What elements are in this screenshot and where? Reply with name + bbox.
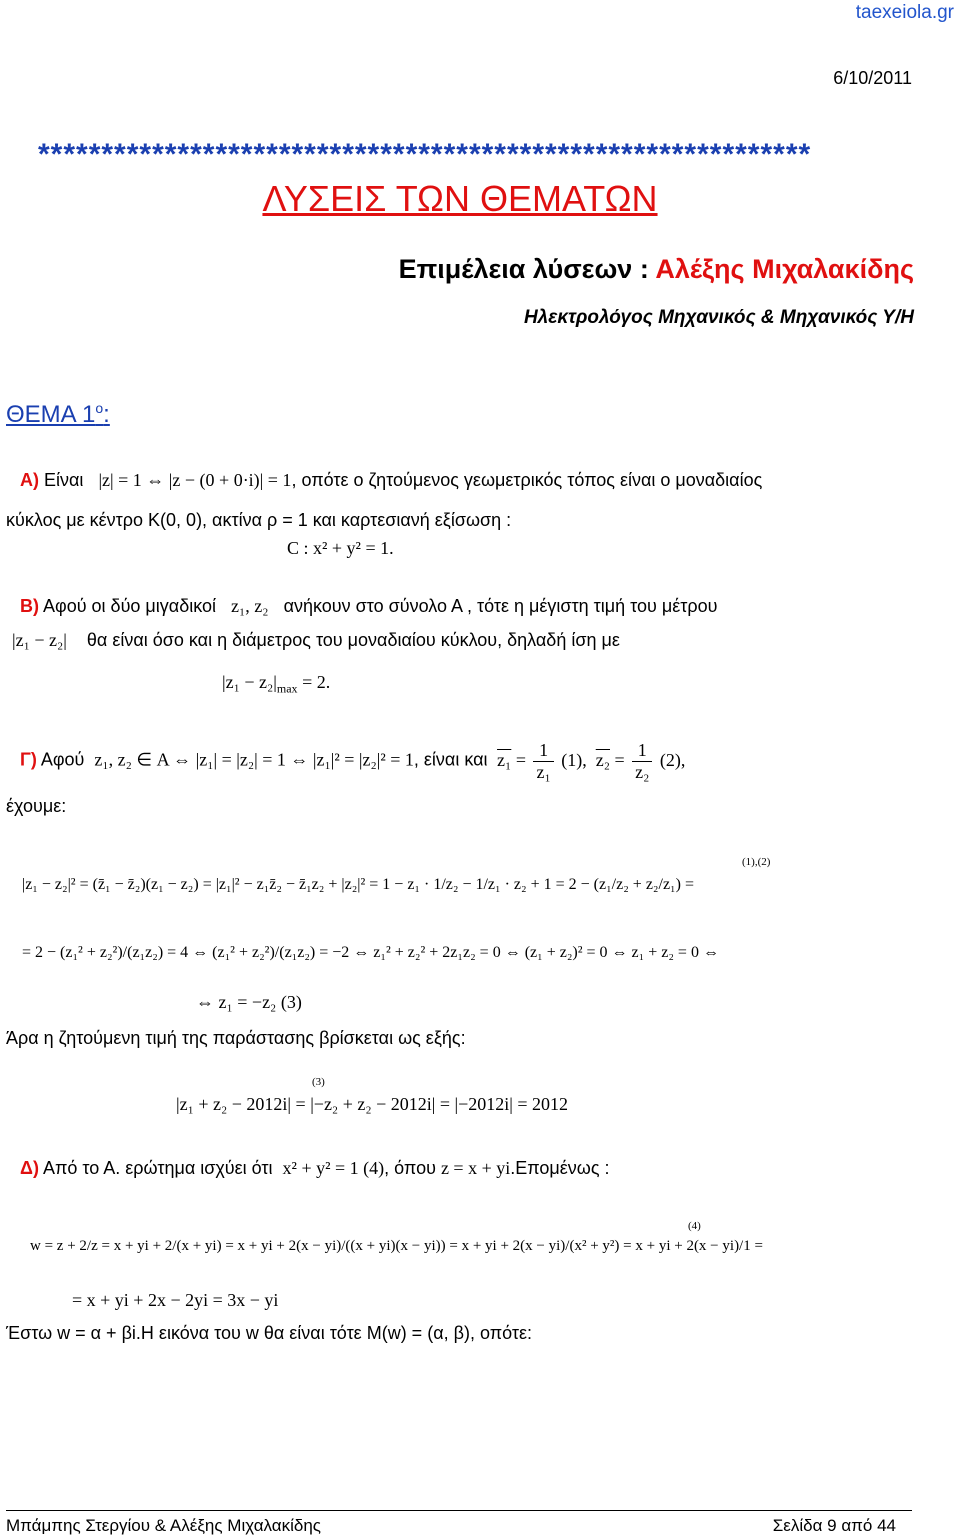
partA-text1: Είναι	[44, 470, 84, 490]
footer-authors: Μπάμπης Στεργίου & Αλέξης Μιχαλακίδης	[6, 1516, 321, 1535]
partC-final: |z₁ + z₂ − 2012i| = |−z₂ + z₂ − 2012i| = |−2012i| = 2012	[176, 1094, 569, 1114]
conj-z2: z₂	[595, 749, 610, 770]
thema-heading: ΘΕΜΑ $1^o$:	[6, 400, 110, 428]
partC-derivation-2: = 2 − (z₁² + z₂²)/(z₁z₂) = 4 ⇔ (z₁² + z₂²)/(z₁z₂) = −2 ⇔ z₁² + z₂² + 2z₁z₂ = 0 ⇔ (z₁ + z₂)² = 0 ⇔ z₁ + z₂ = 0 ⇔	[22, 944, 719, 961]
date: 6/10/2011	[833, 68, 912, 88]
deriv1b: = 1 − z₁ · 1/z₂ − 1/z₁ · z₂ + 1 = 2 − (z₁/z₂ + z₂/z₁) =	[369, 876, 694, 893]
partC-derivation-1	[22, 876, 694, 894]
partB-label: Β)	[20, 596, 39, 616]
partC-text2: , είναι και	[413, 749, 488, 770]
partD-line1	[20, 1158, 610, 1179]
partB-text2: ανήκουν στο σύνολο Α , τότε η μέγιστη τιμή του μέτρου	[283, 596, 718, 616]
partA-equation: C : x² + y² = 1.	[287, 538, 394, 558]
partC-label: Γ)	[20, 749, 37, 770]
partD-text1: Από το Α. ερώτημα ισχύει ότι	[42, 1158, 273, 1178]
stars-divider: *************************************************************	[38, 138, 812, 171]
partA-label: Α)	[20, 470, 39, 490]
partD-w-line: w = z + 2/z = x + yi + 2/(x + yi) = x + yi + 2(x − yi)/((x + yi)(x − yi)) = x + yi + 2(x − yi)/(x² + y²) = x + yi + 2(x − yi)/1 =	[30, 1238, 763, 1254]
partD-text3: .Επομένως :	[510, 1158, 610, 1178]
partA-math1: |z| = 1 ⇔ |z − (0 + 0·i)| = 1	[98, 470, 292, 490]
partD-label: Δ)	[20, 1158, 39, 1178]
partB-line2	[12, 630, 620, 651]
partB-eq: = 2.	[302, 672, 331, 692]
partC-ara: Άρα η ζητούμενη τιμή της παράστασης βρίσκεται ως εξής:	[6, 1028, 466, 1048]
footer-page-number: Σελίδα 9 από 44	[772, 1516, 896, 1535]
partB-text3: θα είναι όσο και η διάμετρος του μοναδιαίου κύκλου, δηλαδή ίση με	[86, 630, 620, 650]
tag-2: (2),	[659, 749, 686, 770]
editor-name: Αλέξης Μιχαλακίδης	[655, 254, 914, 284]
partD-w-line2: = x + yi + 2x − 2yi = 3x − yi	[72, 1290, 279, 1310]
site-name: taexeiola.gr	[855, 2, 954, 23]
partC-line1	[20, 740, 685, 783]
frac-1-z1: $\frac{1}{\text{z₁}}$	[533, 740, 553, 783]
partD-last: Έστω w = α + βi.Η εικόνα του w θα είναι τότε Μ(w) = (α, β), οπότε:	[6, 1323, 533, 1343]
partB-text1: Αφού οι δύο μιγαδικοί	[43, 596, 217, 616]
editor-prefix: Επιμέλεια λύσεων :	[398, 254, 649, 284]
partB-line1	[20, 596, 717, 617]
tag-1: (1),	[561, 749, 587, 770]
partA-rest: , οπότε ο ζητούμενος γεωμετρικός τόπος είναι ο μοναδιαίος	[291, 470, 763, 490]
deriv1a: |z₁ − z₂|² = (z̄₁ − z̄₂)(z₁ − z₂) = |z₁|² − z₁z̄₂ − z̄₁z₂ + |z₂|²	[22, 876, 366, 893]
partC-tag3: (3)	[312, 1076, 325, 1088]
partB-math2: |z₁ − z₂|	[12, 630, 67, 650]
partC-text1: Αφού	[40, 749, 85, 770]
page-title: ΛΥΣΕΙΣ ΤΩΝ ΘΕΜΑΤΩΝ	[262, 178, 658, 219]
partD-tag4: (4)	[688, 1220, 701, 1232]
partB-max: max	[276, 681, 298, 696]
footer-divider	[6, 1510, 912, 1511]
partC-conj-eq: z₁ = $\frac{1}{\text{z₁}}$ (1), z₂ = $\frac{1}{\text{z₂}}$ (2),	[497, 740, 686, 782]
partD-math1: x² + y² = 1 (4)	[282, 1158, 385, 1178]
partB-abs: |z₁ − z₂|	[222, 672, 277, 692]
partD-math2: z = x + yi	[440, 1158, 511, 1178]
editor-line	[399, 254, 914, 285]
partD-text2: , όπου	[384, 1158, 436, 1178]
partA-line2: κύκλος με κέντρο Κ(0, 0), ακτίνα ρ = 1 και καρτεσιανή εξίσωση :	[6, 510, 512, 530]
frac-1-z2: $\frac{1}{\text{z₂}}$	[632, 740, 652, 783]
partB-result	[222, 672, 330, 697]
partA-line1	[20, 470, 762, 491]
conj-z1: z₁	[497, 749, 512, 770]
partC-math1: z₁, z₂ ∈ Α ⇔ |z₁| = |z₂| = 1 ⇔ |z₁|² = |z₂|² = 1	[94, 749, 414, 770]
editor-role: Ηλεκτρολόγος Μηχανικός & Μηχανικός Υ/Η	[523, 307, 914, 328]
partC-tag12: (1),(2)	[742, 856, 771, 868]
partC-exoume: έχουμε:	[6, 796, 67, 816]
partB-math1: z₁, z₂	[231, 596, 269, 616]
partC-derivation-3: ⇔ z₁ = −z₂ (3)	[196, 992, 302, 1012]
